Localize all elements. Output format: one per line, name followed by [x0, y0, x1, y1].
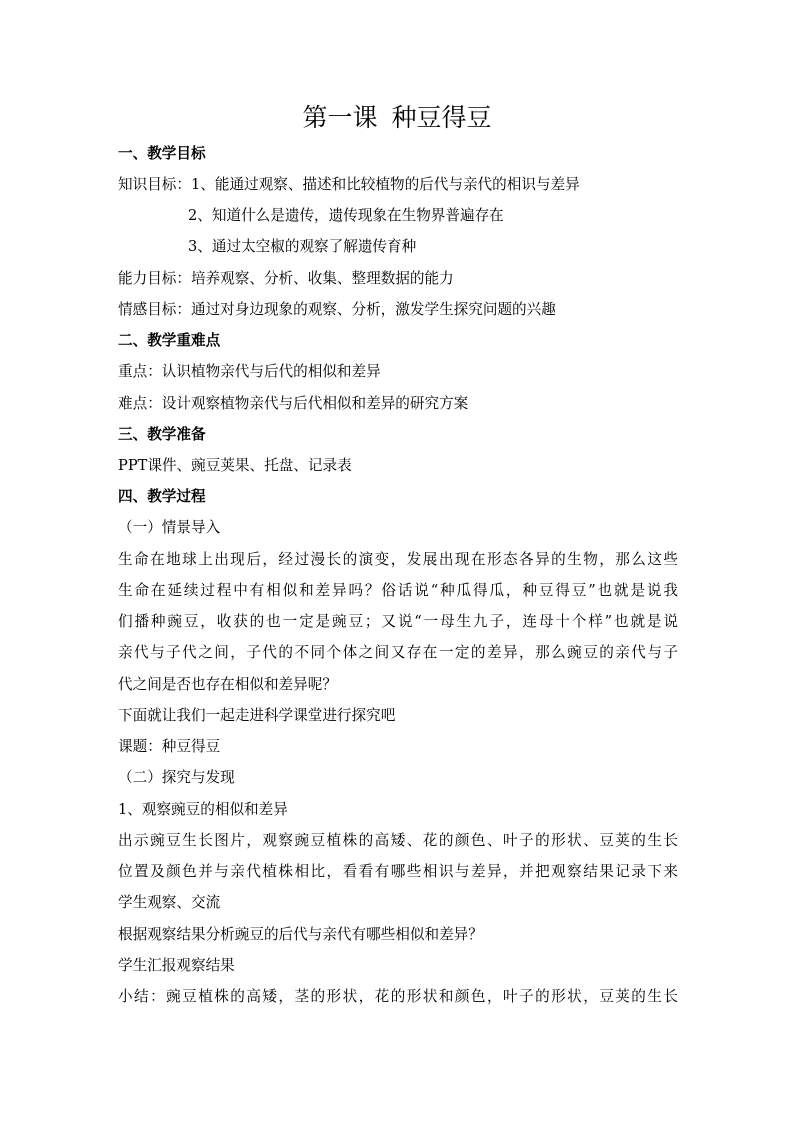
paragraph-line: 学生汇报观察结果 [118, 957, 235, 974]
section-heading-key-points: 二、教学重难点 [118, 332, 221, 349]
knowledge-objective-1: 知识目标：1、能通过观察、描述和比较植物的后代与亲代的相识与差异 [118, 176, 580, 193]
paragraph-line: 亲代与子代之间，子代的不同个体之间又存在一定的差异，那么豌豆的亲代与子 [118, 644, 678, 661]
paragraph-line: 根据观察结果分析豌豆的后代与亲代有哪些相似和差异？ [118, 926, 483, 943]
key-point: 重点：认识植物亲代与后代的相似和差异 [118, 363, 381, 380]
paragraph-line: 生命在地球上出现后，经过漫长的演变，发展出现在形态各异的生物，那么这些 [118, 551, 678, 568]
difficult-point: 难点：设计观察植物亲代与后代相似和差异的研究方案 [118, 395, 469, 412]
ability-objective: 能力目标：培养观察、分析、收集、整理数据的能力 [118, 270, 454, 287]
section-heading-process: 四、教学过程 [118, 488, 206, 505]
title-lesson-number: 第一课 [302, 103, 378, 132]
lesson-topic: 课题：种豆得豆 [118, 738, 221, 755]
section-heading-preparation: 三、教学准备 [118, 426, 206, 443]
page-title [0, 100, 794, 136]
paragraph-line: 学生观察、交流 [118, 894, 221, 911]
activity-heading: 1、观察豌豆的相似和差异 [118, 801, 288, 818]
knowledge-objective-2: 2、知道什么是遗传，遗传现象在生物界普遍存在 [188, 207, 504, 224]
subsection-explore: （二）探究与发现 [118, 769, 235, 786]
title-lesson-name: 种豆得豆 [391, 103, 492, 132]
subsection-introduction: （一）情景导入 [118, 519, 221, 536]
section-heading-objectives: 一、教学目标 [118, 145, 206, 162]
emotion-objective: 情感目标：通过对身边现象的观察、分析，激发学生探究问题的兴趣 [118, 301, 556, 318]
knowledge-objective-3: 3、通过太空椒的观察了解遗传育种 [188, 238, 417, 255]
paragraph-line: 生命在延续过程中有相似和差异吗？俗话说“种瓜得瓜，种豆得豆”也就是说我 [118, 582, 678, 599]
paragraph-line: 位置及颜色并与亲代植株相比，看看有哪些相识与差异，并把观察结果记录下来 [118, 863, 678, 880]
paragraph-line: 们播种豌豆，收获的也一定是豌豆；又说“一母生九子，连母十个样”也就是说 [118, 613, 678, 630]
paragraph-line: 出示豌豆生长图片，观察豌豆植株的高矮、花的颜色、叶子的形状、豆荚的生长 [118, 832, 678, 849]
paragraph-line: 小结：豌豆植株的高矮，茎的形状，花的形状和颜色，叶子的形状，豆荚的生长 [118, 988, 678, 1005]
preparation-materials: PPT课件、豌豆荚果、托盘、记录表 [118, 457, 352, 474]
paragraph-line: 代之间是否也存在相似和差异呢？ [118, 676, 337, 693]
paragraph-line: 下面就让我们一起走进科学课堂进行探究吧 [118, 707, 396, 724]
